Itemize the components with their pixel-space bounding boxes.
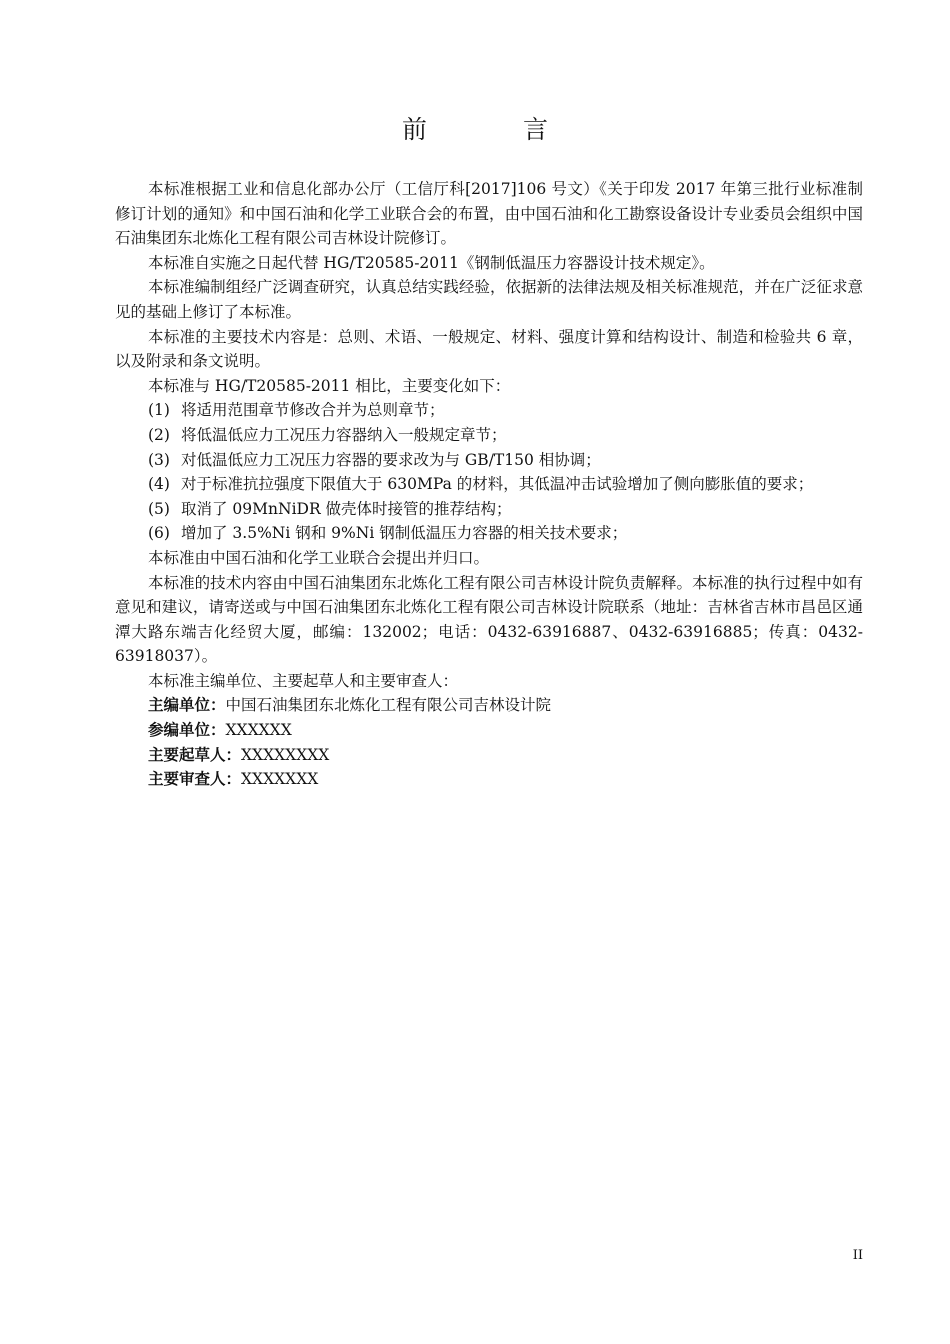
credit-value: XXXXXXXX <box>241 745 330 764</box>
paragraph-replacement: 本标准自实施之日起代替 HG/T20585-2011《钢制低温压力容器设计技术规定》。 <box>148 253 715 272</box>
list-item-number: (2) <box>148 425 170 444</box>
credit-label: 主要起草人： <box>148 744 242 764</box>
page-title: 前 言 <box>402 115 592 144</box>
credit-label: 参编单位： <box>148 720 226 740</box>
paragraph-main-content: 本标准的主要技术内容是：总则、术语、一般规定、材料、强度计算和结构设计、制造和检验共 6 章，以及附录和条文说明。 <box>115 327 863 371</box>
credit-main-drafters <box>115 743 863 768</box>
list-item-number: (4) <box>148 475 170 494</box>
credit-value: XXXXXX <box>225 721 292 740</box>
list-item-number: (5) <box>148 499 170 518</box>
list-item <box>115 497 863 522</box>
paragraph-origin: 本标准根据工业和信息化部办公厅（工信厅科[2017]106 号文）《关于印发 2017 年第三批行业标准制修订计划的通知》和中国石油和化学工业联合会的布置，由中国石油和化工勘察设备设计专业委员会组织中国石油集团东北炼化工程有限公司吉林设计院修订。 <box>115 180 863 248</box>
list-item-text: 增加了 3.5%Ni 钢和 9%Ni 钢制低温压力容器的相关技术要求； <box>181 524 628 543</box>
credit-participating-unit <box>115 718 863 743</box>
credit-value: XXXXXXX <box>241 770 319 789</box>
credit-label: 主要审查人： <box>148 769 242 789</box>
list-item-text: 将适用范围章节修改合并为总则章节； <box>181 401 445 420</box>
list-item <box>115 472 863 497</box>
list-item <box>115 423 863 448</box>
changes-list <box>115 398 863 546</box>
list-item-text: 取消了 09MnNiDR 做壳体时接管的推荐结构； <box>181 499 512 518</box>
list-item <box>115 398 863 423</box>
credit-main-reviewers <box>115 767 863 792</box>
list-item-text: 对于标准抗拉强度下限值大于 630MPa 的材料，其低温冲击试验增加了侧向膨胀值的要求； <box>181 475 814 494</box>
paragraph-credits-intro: 本标准主编单位、主要起草人和主要审查人： <box>148 671 459 690</box>
paragraph-compilation: 本标准编制组经广泛调查研究，认真总结实践经验，依据新的法律法规及相关标准规范，并在广泛征求意见的基础上修订了本标准。 <box>115 278 863 321</box>
credit-value: 中国石油集团东北炼化工程有限公司吉林设计院 <box>225 696 552 715</box>
credit-label: 主编单位： <box>148 695 226 715</box>
document-body <box>115 177 863 792</box>
list-item-text: 对低温低应力工况压力容器的要求改为与 GB/T150 相协调； <box>181 450 601 469</box>
page-number: II <box>852 1248 863 1263</box>
list-item-number: (1) <box>148 401 170 420</box>
list-item-text: 将低温低应力工况压力容器纳入一般规定章节； <box>181 425 507 444</box>
list-item-number: (3) <box>148 450 170 469</box>
credit-chief-unit <box>115 693 863 718</box>
list-item <box>115 448 863 473</box>
list-item <box>115 521 863 546</box>
paragraph-proposer: 本标准由中国石油和化学工业联合会提出并归口。 <box>148 548 490 567</box>
list-item-number: (6) <box>148 524 170 543</box>
paragraph-changes-intro: 本标准与 HG/T20585-2011 相比，主要变化如下： <box>148 376 511 395</box>
paragraph-interpretation: 本标准的技术内容由中国石油集团东北炼化工程有限公司吉林设计院负责解释。本标准的执行过程中如有意见和建议，请寄送或与中国石油集团东北炼化工程有限公司吉林设计院联系（地址：吉林省吉林市昌邑区通潭大路东端吉化经贸大厦，邮编：132002；电话：0432-63916887、0432-63916885；传真：0432-63918037）。 <box>115 573 863 666</box>
